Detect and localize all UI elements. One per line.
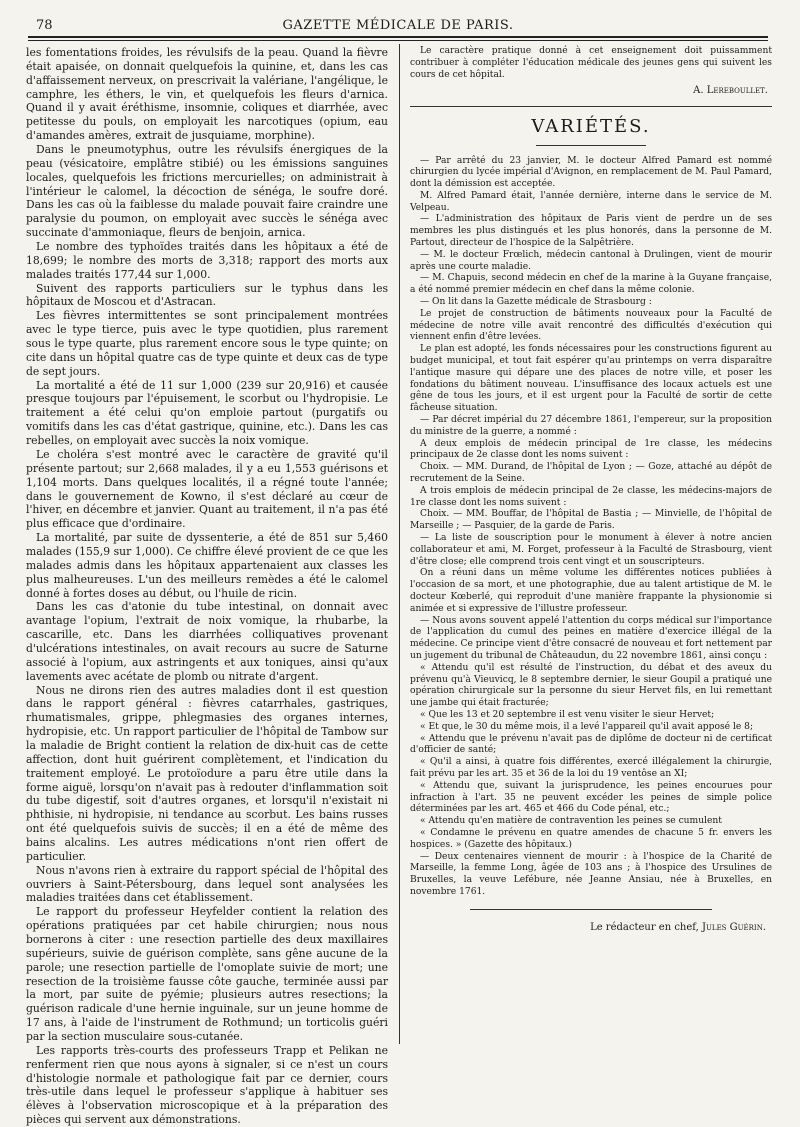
paragraph: Nous ne dirons rien des autres maladies dont il est question dans le rapport général : fièvres catarrhales, gastriques, rhumatismales, grippe, phlegmasies des organes internes, hydropisie, etc. Un rapport particulier de l'hôpital de Tambow sur la maladie de Bright contient la relation de dix-huit cas de cette affection, dont huit guérirent complètement, et l'indication du traitement employé. Le protoïodure a paru être utile dans la forme aiguë, lorsqu'on n'avait pas à redouter d'inflammation soit du tube digestif, soit d'autres organes, et lorsqu'il n'existait ni phthisie, ni hydropisie, ni tendance au scorbut. Les bains russes ont été quelquefois suivis de succès; il en a été de même des bains alcalins. Les autres médications n'ont rien offert de particulier. — [26, 683, 388, 863]
news-item: Choix. — MM. Durand, de l'hôpital de Lyon ; — Goze, attaché au dépôt de recrutement de la Seine. — [410, 462, 772, 485]
news-item: — Par décret impérial du 27 décembre 1861, l'empereur, sur la proposition du ministre de la guerre, a nommé : — [410, 415, 772, 437]
news-item: « Que les 13 et 20 septembre il est venu visiter le sieur Hervet; — [420, 709, 715, 720]
paragraph: Dans le pneumotyphus, outre les révulsifs énergiques de la peau (vésicatoire, emplâtre stibié) ou les émissions sanguines locales, quelquefois les frictions mercurielles; on administrait à l'intérieur le calomel, la décoction de sénéga, le soufre doré. Dans les cas où la faiblesse du malade pouvait faire craindre une paralysie du poumon, on employait avec succès le sénéga avec succinate d'ammoniaque, fleurs de benjoin, arnica. — [26, 143, 388, 240]
paragraph: Les fièvres intermittentes se sont principalement montrées avec le type tierce, puis avec le type quotidien, plus rarement sous le type quarte, plus rarement encore sous le type quinte; on cite dans un hôpital quatre cas de type quinte et deux cas de type de sept jours. — [26, 309, 388, 378]
right-column — [410, 46, 772, 1044]
news-item: M. Alfred Pamard était, l'année dernière, interne dans le service de M. Velpeau. — [410, 190, 772, 213]
section-separator — [410, 106, 772, 107]
title-rule — [536, 145, 646, 146]
news-item: — Par arrêté du 23 janvier, M. le docteur Alfred Pamard est nommé chirurgien du lycée impérial d'Avignon, en remplacement de M. Paul Pamard, dont la démission est acceptée. — [410, 155, 772, 190]
paragraph: Suivent des rapports particuliers sur le typhus dans les hôpitaux de Moscou et d'Astracan. — [26, 281, 388, 309]
news-item: — La liste de souscription pour le monument à élever à notre ancien collaborateur et ami, M. Forget, professeur à la Faculté de Strasbourg, vient d'être close; elle comprend trois cent vingt et un souscripteurs. — [410, 533, 772, 567]
editor-signature — [410, 922, 766, 935]
news-item: — Deux centenaires viennent de mourir : à l'hospice de la Charité de Marseille, la femme Long, âgée de 103 ans ; à l'hospice des Ursulines de Bruxelles, la veuve Lefébure, née Jeanne Ansiau, née à Bruxelles, en novembre 1761. — [410, 851, 772, 897]
news-item: — Nous avons souvent appelé l'attention du corps médical sur l'importance de l'application du cumul des peines en matière d'exercice illégal de la médecine. Ce principe vient d'être consacré de nouveau et fort nettement par un jugement du tribunal de Châteaudun, du 22 novembre 1861, ainsi conçu : — [410, 615, 772, 661]
paragraph: Dans les cas d'atonie du tube intestinal, on donnait avec avantage l'opium, l'extrait de noix vomique, la rhubarbe, la cascarille, etc. Dans les diarrhées colliquatives provenant d'ulcérations intestinales, on avait recours au sucre de Saturne associé à l'opium, aux astringents et aux toniques, ainsi qu'aux lavements avec acétate de plomb ou nitrate d'argent. — [26, 600, 388, 683]
paragraph: Le choléra s'est montré avec le caractère de gravité qu'il présente partout; sur 2,668 malades, il y a eu 1,553 guérisons et 1,104 morts. Dans quelques localités, il a régné toute l'année; dans le gouvernement de Kowno, il s'est déclaré au cœur de l'hiver, en décembre et janvier. Quant au traitement, il n'a pas été plus efficace que d'ordinaire. — [26, 447, 388, 531]
paragraph: Le rapport du professeur Heyfelder contient la relation des opérations pratiquées par cet habile chirurgien; nous nous bornerons à citer : une resection partielle des deux maxillaires supérieurs, suivie de guérison complète, sans gêne aucune de la parole; une resection partielle de l'omoplate suivie de mort; une resection de la troisième fausse côte gauche, terminée aussi par la mort, par suite de pyémie; plusieurs autres resections; la guérison radicale d'une hernie inguinale, sur un jeune homme de 17 ans, à l'aide de l'instrument de Rothmund; un torticolis guéri par la section musculaire sous-cutanée. — [26, 905, 388, 1044]
news-item: Le projet de construction de bâtiments nouveaux pour la Faculté de médecine de notre ville avait rencontré des difficultés d'exécution qui viennent enfin d'être levées. — [410, 308, 772, 343]
news-item: A deux emplois de médecin principal de 1re classe, les médecins principaux de 2e classe dont les noms suivent : — [410, 438, 772, 461]
news-item: « Attendu qu'il est résulté de l'instruction, du débat et des aveux du prévenu qu'à Vieuvicq, le 8 septembre dernier, le sieur Goupil a pratiqué une opération chirurgicale sur la personne du sieur Hervet fils, en lui remettant une jambe qui était fracturée; — [410, 662, 772, 709]
left-column — [26, 46, 388, 1127]
author-signature: A. Lereboullet. — [693, 85, 768, 97]
header-rule — [28, 36, 768, 38]
intro-paragraph: Le caractère pratique donné à cet enseignement doit puissamment contribuer à compléter l'éducation médicale des jeunes gens qui suivent les cours de cet hôpital. — [410, 46, 772, 80]
section-title: VARIÉTÉS. — [531, 116, 651, 138]
news-item: — On lit dans la Gazette médicale de Strasbourg : — [420, 297, 652, 308]
news-item: — L'administration des hôpitaux de Paris vient de perdre un de ses membres les plus distingués et les plus honorés, dans la personne de M. Partout, directeur de l'hospice de la Salpêtrière. — [410, 214, 772, 249]
page-header — [28, 14, 768, 36]
news-item: « Et que, le 30 du même mois, il a levé l'appareil qu'il avait apposé le 8; — [420, 721, 754, 732]
paragraph: La mortalité a été de 11 sur 1,000 (239 sur 20,916) et causée presque toujours par l'épuisement, le scorbut ou l'hydropisie. Le traitement a été celui qu'on emploie partout (purgatifs ou vomitifs dans les cas d'état gastrique, quinine, etc.). Dans les cas rebelles, on employait avec succès la noix vomique. — [26, 378, 388, 448]
running-title: GAZETTE MÉDICALE DE PARIS. — [282, 18, 514, 33]
news-item: — M. le docteur Frœlich, médecin cantonal à Drulingen, vient de mourir après une courte maladie. — [410, 249, 772, 272]
news-item: « Qu'il a ainsi, à quatre fois différentes, exercé illégalement la chirurgie, fait prévu par les art. 35 et 36 de la loi du 19 ventôse an XI; — [410, 757, 772, 779]
news-item: « Attendu qu'en matière de contravention les peines se cumulent — [420, 816, 722, 827]
news-item: « Attendu que le prévenu n'avait pas de diplôme de docteur ni de certificat d'officier de santé; — [410, 733, 772, 756]
paragraph: Les rapports très-courts des professeurs Trapp et Pelikan ne renferment rien que nous ayons à signaler, si ce n'est un cours d'histologie normale et pathologique fait par ce dernier, cours très-utile dans lequel le professeur s'applique à habituer ses élèves à l'observation microscopique et à la préparation des pièces qui servent aux démonstrations. — [26, 1043, 388, 1127]
closing-rule — [470, 909, 712, 910]
news-item: — M. Chapuis, second médecin en chef de la marine à la Guyane française, a été nommé premier médecin en chef dans la même colonie. — [410, 273, 772, 296]
news-item: On a réuni dans un même volume les différentes notices publiées à l'occasion de sa mort, et une photographie, due au talent artistique de M. le docteur Kœberlé, qui reproduit d'une manière frappante la physionomie si animée et si expressive de l'illustre professeur. — [410, 568, 772, 614]
header-rule-thin — [28, 40, 768, 41]
news-item: A trois emplois de médecin principal de 2e classe, les médecins-majors de 1re classe dont les noms suivent : — [410, 485, 772, 508]
page-number: 78 — [36, 18, 53, 33]
paragraph: les fomentations froides, les révulsifs de la peau. Quand la fièvre était apaisée, on donnait quelquefois la quinine, et, dans les cas d'affaissement nerveux, on prescrivait la valériane, l'angélique, le camphre, les éthers, le vin, et quelquefois les fleurs d'arnica. Quand il y avait éréthisme, insomnie, coliques et diarrhée, avec petitesse du pouls, on employait les narcotiques (opium, eau d'amandes amères, extrait de jusquiame, morphine). — [26, 46, 388, 143]
paragraph: Nous n'avons rien à extraire du rapport spécial de l'hôpital des ouvriers à Saint-Pétersbourg, dans lequel sont analysées les maladies traitées dans cet établissement. — [26, 863, 388, 905]
news-item: « Condamne le prévenu en quatre amendes de chacune 5 fr. envers les hospices. » (Gazette des hôpitaux.) — [410, 827, 772, 850]
paragraph: Le nombre des typhoïdes traités dans les hôpitaux a été de 18,699; le nombre des morts de 3,318; rapport des morts aux malades traités 177,44 sur 1,000. — [26, 240, 388, 281]
news-item: Le plan est adopté, les fonds nécessaires pour les constructions figurent au budget municipal, et tout fait espérer qu'au printemps on verra disparaître l'antique masure qui dépare une des places de notre ville, et poser les fondations du bâtiment nouveau. L'insuffisance des locaux actuels est une gêne de tous les jours, et il est urgent pour la Faculté de sortir de cette fâcheuse situation. — [410, 344, 772, 414]
news-item: « Attendu que, suivant la jurisprudence, les peines encourues pour infraction à l'art. 35 ne peuvent excéder les peines de simple police déterminées par les art. 465 et 466 du Code pénal, etc.; — [410, 780, 772, 815]
editor-name: Jules Guérin. — [702, 921, 766, 933]
news-item: Choix. — MM. Bouffar, de l'hôpital de Bastia ; — Minvielle, de l'hôpital de Marseille ; — Pasquier, de la garde de Paris. — [410, 509, 772, 532]
editor-label: Le rédacteur en chef, — [590, 921, 699, 933]
column-divider — [399, 44, 400, 1044]
paragraph: La mortalité, par suite de dyssenterie, a été de 851 sur 5,460 malades (155,9 sur 1,000). Ce chiffre élevé provient de ce que les malades admis dans les hôpitaux appartenaient aux classes les plus malheureuses. L'un des meilleurs remèdes a été le calomel donné à fortes doses au début, ou l'huile de ricin. — [26, 531, 388, 600]
